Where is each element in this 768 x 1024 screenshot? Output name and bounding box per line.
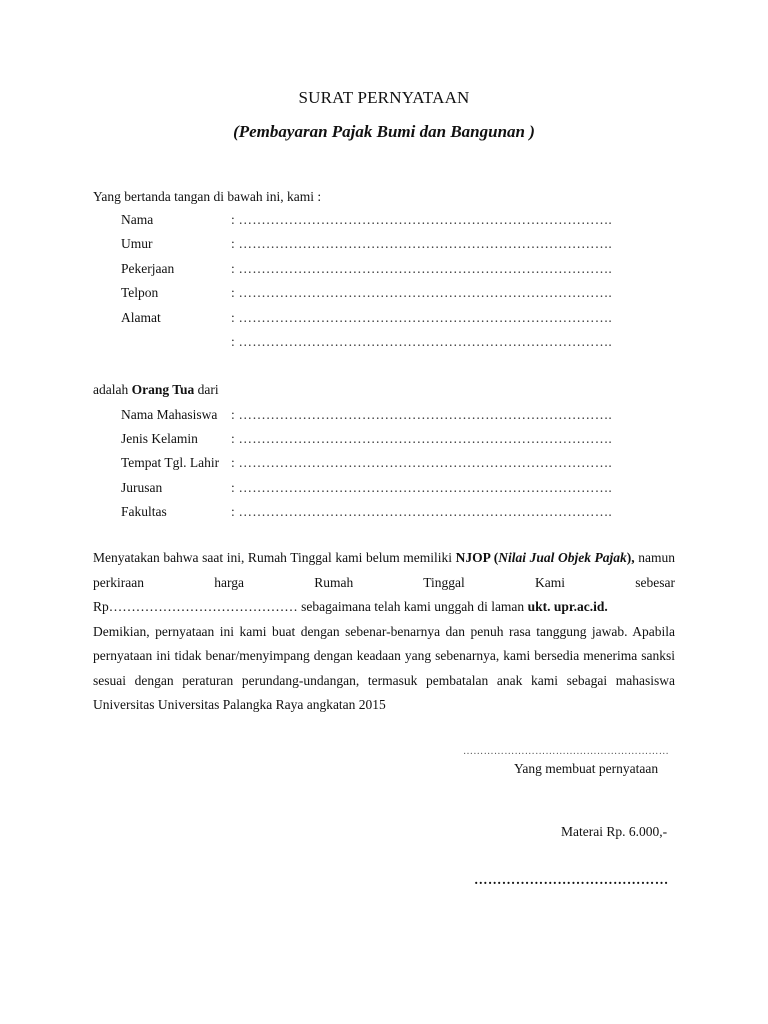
parent-line-bold: Orang Tua bbox=[131, 382, 195, 397]
field-row-alamat-2 bbox=[121, 330, 681, 354]
field-label: Jurusan bbox=[121, 479, 163, 495]
statement-paren-open: ( bbox=[490, 550, 499, 565]
field-blank: : ………………………………………………………………………. bbox=[231, 407, 613, 422]
field-blank: : ………………………………………………………………………. bbox=[231, 212, 613, 227]
field-label: Nama bbox=[121, 212, 154, 227]
field-row-fakultas bbox=[121, 500, 681, 524]
field-row-alamat bbox=[121, 306, 681, 330]
field-label: Jenis Kelamin bbox=[121, 431, 198, 447]
parent-line-pre: adalah bbox=[93, 382, 132, 397]
statement-text: Menyatakan bahwa saat ini, Rumah Tinggal kami belum memiliki bbox=[93, 550, 456, 565]
statement-body bbox=[93, 546, 675, 718]
student-fields bbox=[121, 403, 681, 524]
signature-label: Yang membuat pernyataan bbox=[514, 761, 659, 776]
statement-rp-text: Rp…………………………………… sebagaimana telah kami unggah di laman bbox=[93, 599, 528, 614]
signature-line: …………………………………… bbox=[474, 872, 669, 887]
field-label: Fakultas bbox=[121, 503, 167, 519]
field-blank: : ………………………………………………………………………. bbox=[231, 455, 613, 471]
field-row-nama-mahasiswa bbox=[121, 403, 681, 427]
parent-line-post: dari bbox=[194, 382, 219, 397]
njop-long-term: Nilai Jual Objek Pajak bbox=[498, 550, 627, 565]
field-row-telpon bbox=[121, 281, 681, 305]
field-row-umur bbox=[121, 232, 681, 256]
field-label: Nama Mahasiswa bbox=[121, 407, 218, 422]
field-blank: : ………………………………………………………………………. bbox=[231, 285, 613, 301]
field-row-jurusan bbox=[121, 476, 681, 500]
njop-term: NJOP bbox=[455, 550, 491, 565]
statement-paragraph-1 bbox=[93, 546, 675, 595]
field-row-pekerjaan bbox=[121, 257, 681, 281]
field-blank: : ………………………………………………………………………. bbox=[231, 503, 613, 519]
statement-text: namun perkiraan harga Rumah Tinggal Kami sebesar bbox=[93, 550, 676, 590]
field-label: Tempat Tgl. Lahir bbox=[121, 455, 220, 471]
field-row-jenis-kelamin bbox=[121, 427, 681, 451]
statement-paragraph-2: Demikian, pernyataan ini kami buat dengan sebenar-benarnya dan penuh rasa tanggung jawab. Apabila pernyataan ini tidak benar/menyimpang dengan keadaan yang sebenarnya, kami bersedia menerima sanksi sesuai dengan peraturan perundang-undangan, termasuk pembatalan anak kami sebagai mahasiswa Universitas Universitas Palangka Raya angkatan 2015 bbox=[93, 623, 675, 712]
materai-label: Materai Rp. 6.000,- bbox=[561, 824, 668, 839]
intro-text: Yang bertanda tangan di bawah ini, kami : bbox=[93, 189, 322, 204]
field-label: Alamat bbox=[121, 309, 161, 325]
field-blank: : ………………………………………………………………………. bbox=[231, 260, 613, 276]
statement-paragraph-rp bbox=[93, 595, 675, 620]
field-label: Umur bbox=[121, 236, 153, 252]
field-blank: : ………………………………………………………………………. bbox=[231, 479, 613, 495]
parent-fields bbox=[121, 208, 681, 354]
site-url: ukt. upr.ac.id. bbox=[527, 599, 608, 614]
page-subtitle: (Pembayaran Pajak Bumi dan Bangunan ) bbox=[233, 122, 535, 141]
field-label: Telpon bbox=[121, 285, 159, 301]
field-blank: : ………………………………………………………………………. bbox=[231, 333, 613, 349]
field-label: Pekerjaan bbox=[121, 260, 175, 276]
field-row-tempat-tgl-lahir bbox=[121, 451, 681, 475]
field-blank: : ………………………………………………………………………. bbox=[231, 236, 613, 252]
signature-dots: …………………………………………………… bbox=[463, 746, 669, 757]
field-blank: : ………………………………………………………………………. bbox=[231, 431, 613, 447]
field-blank: : ………………………………………………………………………. bbox=[231, 309, 613, 325]
statement-paren-close: ), bbox=[626, 550, 635, 565]
field-row-nama bbox=[121, 208, 681, 232]
page-title: SURAT PERNYATAAN bbox=[298, 88, 470, 107]
parent-relation-line bbox=[93, 382, 219, 398]
